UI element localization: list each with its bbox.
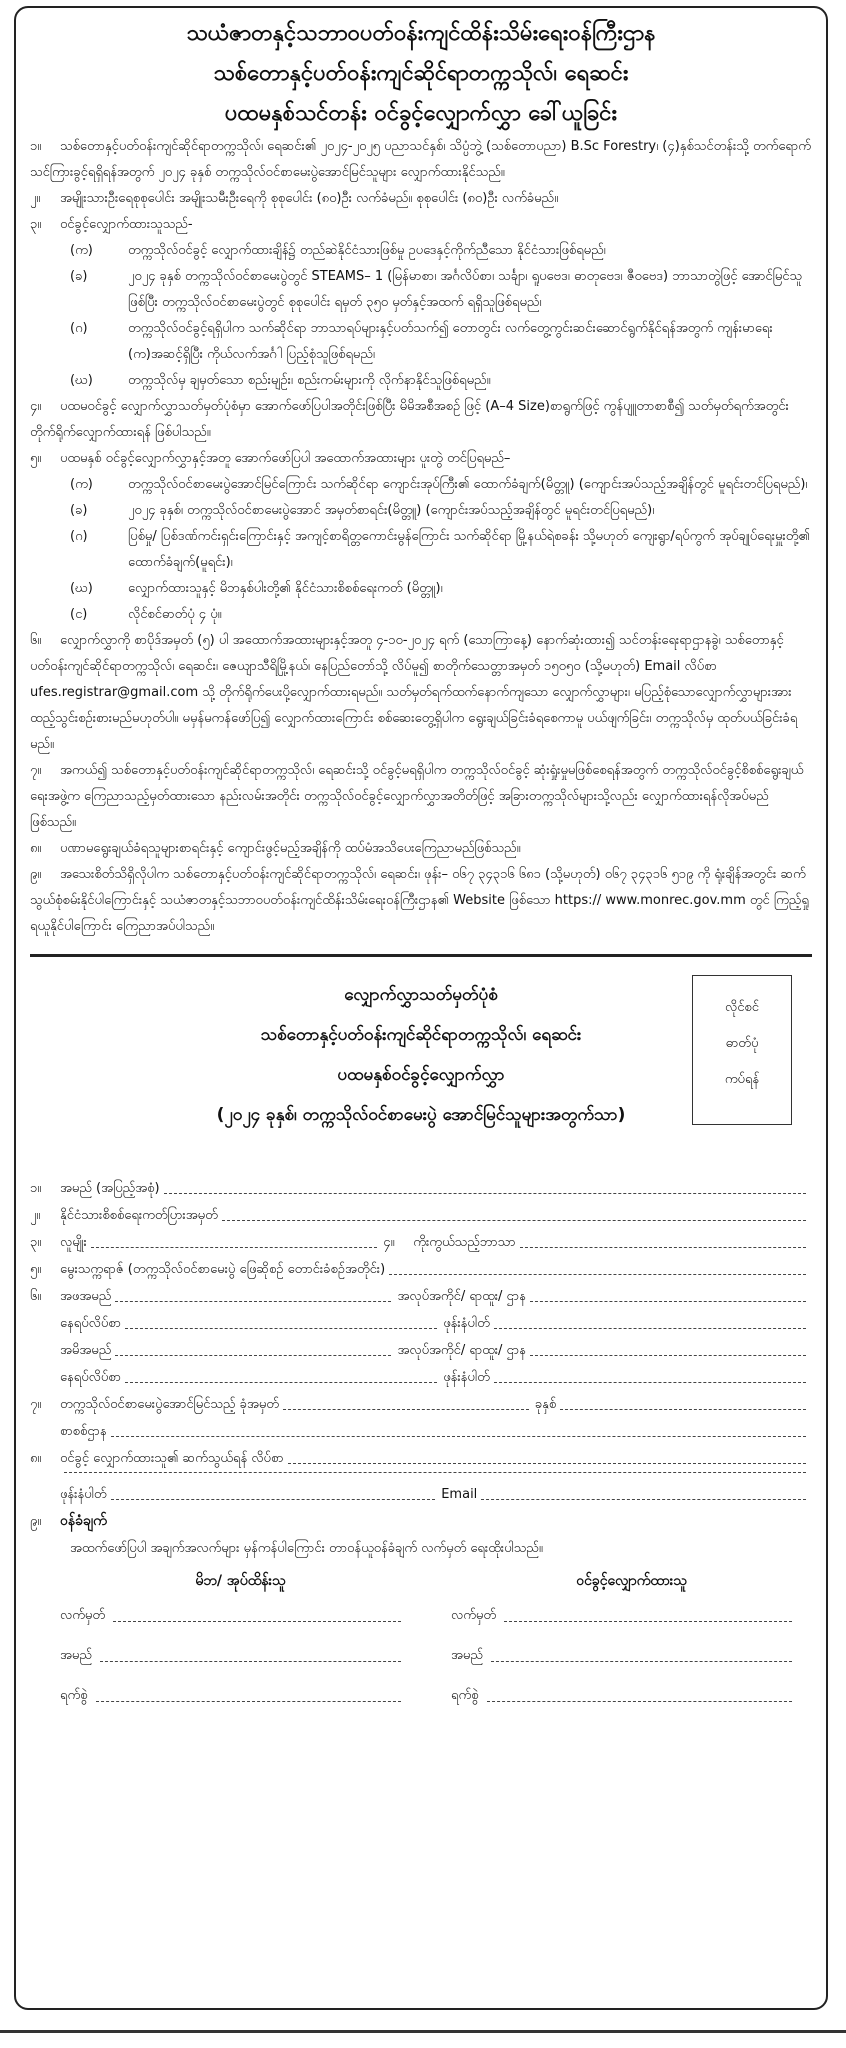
field-phone-email <box>30 1481 812 1508</box>
field-mother-address <box>30 1364 812 1391</box>
fill-line[interactable] <box>115 1337 391 1356</box>
signature-section <box>30 1566 812 1716</box>
field-nrc <box>30 1202 812 1229</box>
paragraph-number: ၄။ <box>30 399 42 414</box>
field-label: နေရပ်လိပ်စာ <box>60 1316 121 1331</box>
paragraph-6 <box>30 628 812 758</box>
paragraph-number: ၈။ <box>30 841 42 856</box>
item-text: လျှောက်ထားသူနှင့် မိဘနှစ်ပါးတို့၏ နိုင်ငံသားစိစစ်ရေးကတ် (မိတ္တူ)၊ <box>128 581 443 596</box>
field-number: ၉။ <box>30 1514 42 1529</box>
applicant-label: ဝင်ခွင့်လျှောက်ထားသူ <box>576 1573 687 1589</box>
field-full-name <box>30 1175 812 1202</box>
paragraph-3 <box>30 212 812 238</box>
page-bottom-rule <box>0 2030 846 2033</box>
paragraph-text: အကယ်၍ သစ်တောနှင့်ပတ်ဝန်းကျင်ဆိုင်ရာတက္ကသိုလ်၊ ရေဆင်းသို့ ဝင်ခွင့်မရရှိပါက တက္ကသိုလ်ဝင်ခွင့် ဆုံးရှုံးမှုမဖြစ်စေရန်အတွက် တက္ကသိုလ်ဝင်ခွင့်စိစစ်ရွေးချယ်ရေးအဖွဲ့က ကြေညာသည့်မှတ်ထားသော နည်းလမ်းအတိုင်း တက္ကသိုလ်ဝင်ခွင့်လျှောက်လွှာအတိတ်ဖြင့် အခြားတက္ကသိုလ်များသို့လည်း လျှောက်ထားရန်လိုအပ်မည်ဖြစ်သည်။ <box>30 763 804 830</box>
field-number: ၁။ <box>30 1181 42 1196</box>
field-number: ၄။ <box>383 1235 395 1250</box>
fill-line[interactable] <box>530 1283 806 1302</box>
item-text: ပြစ်မှု/ ပြစ်ဒဏ်ကင်းရှင်းကြောင်းနှင့် အကျင့်စာရိတ္တကောင်းမွန်ကြောင်း သက်ဆိုင်ရာ မြို့နယ်ရဲစခန်း သို့မဟုတ် ကျေးရွာ/ရပ်ကွက် အုပ်ချုပ်ရေးမှူးတို့၏ ထောက်ခံချက်(မူရင်း)၊ <box>128 529 810 570</box>
field-label: ဖုန်းနံပါတ် <box>443 1316 490 1331</box>
item-text: တက္ကသိုလ်မှ ချမှတ်သော စည်းမျဉ်း၊ စည်းကမ်းများကို လိုက်နာနိုင်သူဖြစ်ရမည်။ <box>128 373 491 388</box>
field-label: ကိုးကွယ်သည့်ဘာသာ <box>413 1235 516 1250</box>
paragraph-text: အမျိုးသားဦးရေစုစုပေါင်း အမျိုးသမီးဦးရေကို စုစုပေါင်း (၈၀)ဦး လက်ခံမည်။ စုစုပေါင်း (၈၀)ဦး လက်ခံမည်။ <box>60 191 559 206</box>
photo-label: လိုင်စင် <box>725 1000 759 1015</box>
list-item <box>30 316 812 368</box>
photo-box <box>692 975 792 1125</box>
ministry-title: သယံဇာတနှင့်သဘာဝပတ်ဝန်းကျင်ထိန်းသိမ်းရေးဝန်ကြီးဌာန <box>186 21 656 46</box>
field-number: ၆။ <box>30 1289 42 1304</box>
paragraph-5 <box>30 446 812 472</box>
paragraph-text: ပဏာမရွေးချယ်ခံရသူများစာရင်းနှင့် ကျောင်းဖွင့်မည့်အချိန်ကို ထပ်မံအသိပေးကြေညာမည်ဖြစ်သည်။ <box>60 841 521 856</box>
declaration-heading <box>30 1508 812 1535</box>
item-marker: (ဃ) <box>70 581 93 596</box>
paragraph-2 <box>30 186 812 212</box>
paragraph-text: အသေးစိတ်သိရှိလိုပါက သစ်တောနှင့်ပတ်ဝန်းကျင်ဆိုင်ရာတက္ကသိုလ်၊ ရေဆင်း၊ ဖုန်း– ၀၆၇ ၃၄၃၁၆ ၆၈၁ (သို့မဟုတ်) ၀၆၇ ၃၄၃၁၆ ၅၁၉ ကို ရုံးချိန်အတွင်း ဆက်သွယ်စုံစမ်းနိုင်ပါကြောင်းနှင့် သယံဇာတနှင့်သဘာဝပတ်ဝန်းကျင်ထိန်းသိမ်းရေးဝန်ကြီးဌာန၏ Website ဖြစ်သော https:// www.monrec.gov.mm တွင် ကြည့်ရှုရယူနိုင်ပါကြောင်း ကြေညာအပ်ပါသည်။ <box>30 867 809 934</box>
date-label: ရက်စွဲ <box>451 1688 479 1703</box>
fill-line[interactable] <box>125 1364 437 1383</box>
fill-line[interactable] <box>125 1310 437 1329</box>
form-note: (၂၀၂၄ ခုနှစ်၊ တက္ကသိုလ်ဝင်စာမေးပွဲ အောင်မြင်သူများအတွက်သာ) <box>216 1105 626 1125</box>
field-race-religion <box>30 1229 812 1256</box>
form-university: သစ်တောနှင့်ပတ်ဝန်းကျင်ဆိုင်ရာတက္ကသိုလ်၊ ရေဆင်း <box>260 1025 582 1045</box>
list-item <box>30 368 812 394</box>
name-label: အမည် <box>451 1648 483 1663</box>
paragraph-number: ၅။ <box>30 451 42 466</box>
item-text: ၂၀၂၄ ခုနှစ် တက္ကသိုလ်ဝင်စာမေးပွဲတွင် STEAMS– 1 (မြန်မာစာ၊ အင်္ဂလိပ်စာ၊ သင်္ချာ၊ ရူပဗေဒ၊ ဓာတုဗေဒ၊ ဇီဝဗေဒ) ဘာသာတွဲဖြင့် အောင်မြင်သူဖြစ်ပြီး တက္ကသိုလ်ဝင်စာမေးပွဲတွင် စုစုပေါင်း ရမှတ် ၃၅၀ မှတ်နှင့်အထက် ရရှိသူဖြစ်ရမည်၊ <box>128 269 803 310</box>
field-number: ၂။ <box>30 1208 41 1223</box>
university-title: သစ်တောနှင့်ပတ်ဝန်းကျင်ဆိုင်ရာတက္ကသိုလ်၊ ရေဆင်း <box>213 61 629 86</box>
signature-row <box>60 1596 421 1636</box>
field-exam-roll <box>30 1391 812 1418</box>
field-label: လူမျိုး <box>60 1235 87 1250</box>
form-subtitle: ပထမနှစ်ဝင်ခွင့်လျှောက်လွှာ <box>337 1065 505 1085</box>
field-number: ၇။ <box>30 1397 42 1412</box>
paragraph-text: ပထမဝင်ခွင့် လျှောက်လွှာသတ်မှတ်ပုံစံမှာ အောက်ဖော်ပြပါအတိုင်းဖြစ်ပြီး မိမိအစီအစဉ် ဖြင့် (A–4 Size)စာရွက်ဖြင့် ကွန်ပျူတာစာစီ၍ သတ်မှတ်ရက်အတွင်း တိုက်ရိုက်လျှောက်ထားရန် ဖြစ်ပါသည်။ <box>30 399 789 440</box>
field-label: ဝင်ခွင့် လျှောက်ထားသူ၏ ဆက်သွယ်ရန် လိပ်စာ <box>60 1451 284 1466</box>
list-item <box>30 524 812 576</box>
fill-line[interactable] <box>111 1418 806 1437</box>
field-label: နိုင်ငံသားစိစစ်ရေးကတ်ပြားအမှတ် <box>60 1208 218 1223</box>
field-dob <box>30 1256 812 1283</box>
item-text: တက္ကသိုလ်ဝင်ခွင့်ရရှိပါက သက်ဆိုင်ရာ ဘာသာရပ်များနှင့်ပတ်သက်၍ တောတွင်း လက်တွေ့ကွင်းဆင်းဆောင်ရွက်နိုင်ရန်အတွက် ကျန်းမာရေး (က)အဆင့်ရှိပြီး ကိုယ်လက်အင်္ဂါ ပြည့်စုံသူဖြစ်ရမည်၊ <box>128 321 773 362</box>
applicant-signature-column <box>421 1566 812 1716</box>
field-label: Email <box>441 1487 478 1502</box>
item-marker: (ဂ) <box>70 529 88 544</box>
fill-line[interactable] <box>91 1229 377 1248</box>
signature-label: လက်မှတ် <box>60 1608 105 1623</box>
field-label: တက္ကသိုလ်ဝင်စာမေးပွဲအောင်မြင်သည့် ခုံအမှတ် <box>60 1397 279 1412</box>
fill-line[interactable] <box>481 1481 806 1500</box>
paragraph-text: သစ်တောနှင့်ပတ်ဝန်းကျင်ဆိုင်ရာတက္ကသိုလ်၊ ရေဆင်း၏ ၂၀၂၄-၂၀၂၅ ပညာသင်နှစ်၊ သိပ္ပံဘွဲ့ (သစ်တောပညာ) B.Sc Forestry၊ (၄)နှစ်သင်တန်းသို့ တက်ရောက်သင်ကြားခွင့်ရရှိရန်အတွက် ၂၀၂၄ ခုနှစ် တက္ကသိုလ်ဝင်စာမေးပွဲအောင်မြင်သူများ လျှောက်ထားနိုင်သည်။ <box>30 139 811 180</box>
guardian-label: မိဘ/ အုပ်ထိန်းသူ <box>195 1573 286 1589</box>
fill-line[interactable] <box>115 1283 391 1302</box>
fill-line[interactable] <box>283 1391 529 1410</box>
field-label: မွေးသက္ကရာဇ် (တက္ကသိုလ်ဝင်စာမေးပွဲ ဖြေဆိုစဉ် တောင်းခံစဉ်အတိုင်း) <box>60 1262 386 1277</box>
announcement-title: ပထမနှစ်သင်တန်း ဝင်ခွင့်လျှောက်လွှာ ခေါ်ယူခြင်း <box>224 101 618 126</box>
field-father <box>30 1283 812 1310</box>
fill-line[interactable] <box>64 1472 806 1473</box>
fill-line[interactable] <box>487 1676 793 1702</box>
field-number: ၅။ <box>30 1262 42 1277</box>
item-marker: (က) <box>70 477 93 492</box>
announcement-frame <box>14 6 828 2010</box>
list-item <box>30 472 812 498</box>
paragraph-number: ၇။ <box>30 763 42 778</box>
fill-line[interactable] <box>494 1310 806 1329</box>
paragraph-number: ၆။ <box>30 633 42 648</box>
item-text: ၂၀၂၄ ခုနှစ်၊ တက္ကသိုလ်ဝင်စာမေးပွဲအောင် အမှတ်စာရင်း(မိတ္တူ) (ကျောင်းအပ်သည့်အချိန်တွင် မူရင်းတင်ပြရမည်)၊ <box>128 503 655 518</box>
application-form-header <box>30 975 812 1175</box>
name-label: အမည် <box>60 1648 92 1663</box>
declaration-text: အထက်ဖော်ပြပါ အချက်အလက်များ မှန်ကန်ပါကြောင်း တာဝန်ယူဝန်ခံချက် လက်မှတ် ရေးထိုးပါသည်။ <box>70 1541 543 1556</box>
fill-line[interactable] <box>389 1256 806 1275</box>
field-label: ဖုန်းနံပါတ် <box>60 1487 107 1502</box>
fill-line[interactable] <box>288 1445 806 1464</box>
item-marker: (ဂ) <box>70 321 88 336</box>
fill-line[interactable] <box>222 1202 806 1221</box>
fill-line[interactable] <box>100 1636 401 1662</box>
fill-line[interactable] <box>164 1175 806 1194</box>
field-number: ၈။ <box>30 1451 42 1466</box>
field-label: အဖအမည် <box>60 1289 112 1304</box>
fill-line[interactable] <box>560 1391 806 1410</box>
paragraph-9 <box>30 862 812 940</box>
paragraph-number: ၃။ <box>30 217 42 232</box>
item-marker: (က) <box>70 243 93 258</box>
item-marker: (င) <box>70 607 88 622</box>
field-contact-address-cont <box>30 1472 812 1481</box>
paragraph-number: ၂။ <box>30 191 41 206</box>
field-label: စာစစ်ဌာန <box>60 1424 107 1439</box>
field-label: အမည် (အပြည့်အစုံ) <box>60 1181 160 1196</box>
paragraph-1 <box>30 134 812 186</box>
item-marker: (ခ) <box>70 503 88 518</box>
field-contact-address <box>30 1445 812 1472</box>
list-item <box>30 576 812 602</box>
list-item <box>30 264 812 316</box>
field-label: အလုပ်အကိုင်/ ရာထူး/ ဌာန <box>397 1289 526 1304</box>
paragraph-text: ဝင်ခွင့်လျှောက်ထားသူသည်- <box>60 217 193 232</box>
fill-line[interactable] <box>530 1337 806 1356</box>
fill-line[interactable] <box>494 1364 806 1383</box>
guardian-signature-column <box>30 1566 421 1716</box>
list-item <box>30 498 812 524</box>
name-row <box>60 1636 421 1676</box>
field-label: ခုနှစ် <box>534 1397 557 1412</box>
item-marker: (ခ) <box>70 269 88 284</box>
field-father-address <box>30 1310 812 1337</box>
section-divider <box>30 954 812 957</box>
item-text: တက္ကသိုလ်ဝင်စာမေးပွဲအောင်မြင်ကြောင်း သက်ဆိုင်ရာ ကျောင်းအုပ်ကြီး၏ ထောက်ခံချက်(မိတ္တူ) (ကျောင်းအပ်သည့်အချိန်တွင် မူရင်းတင်ပြရမည်)၊ <box>128 477 808 492</box>
field-label: အမိအမည် <box>60 1343 112 1358</box>
photo-label: ကပ်ရန် <box>724 1072 760 1087</box>
signature-row <box>451 1596 812 1636</box>
paragraph-7 <box>30 758 812 836</box>
paragraph-8 <box>30 836 812 862</box>
item-text: လိုင်စင်ဓာတ်ပုံ ၄ ပုံ။ <box>128 607 222 622</box>
field-mother <box>30 1337 812 1364</box>
item-marker: (ဃ) <box>70 373 93 388</box>
application-form-fields <box>30 1175 812 1716</box>
fill-line[interactable] <box>520 1229 806 1248</box>
paragraph-list <box>30 134 812 940</box>
photo-label: ဓာတ်ပုံ <box>725 1036 759 1051</box>
fill-line[interactable] <box>504 1596 792 1622</box>
fill-line[interactable] <box>96 1676 402 1702</box>
field-label: ဖုန်းနံပါတ် <box>443 1370 490 1385</box>
signature-label: လက်မှတ် <box>451 1608 496 1623</box>
paragraph-text: ပထမနှစ် ဝင်ခွင့်လျှောက်လွှာနှင့်အတူ အောက်ဖော်ပြပါ အထောက်အထားများ ပူးတွဲ တင်ပြရမည်– <box>60 451 511 466</box>
declaration-title: ဝန်ခံချက် <box>60 1513 107 1529</box>
form-title: လျှောက်လွှာသတ်မှတ်ပုံစံ <box>344 985 498 1005</box>
fill-line[interactable] <box>491 1636 792 1662</box>
item-text: တက္ကသိုလ်ဝင်ခွင့် လျှောက်ထားချိန်၌ တည်ဆဲနိုင်ငံသားဖြစ်မှု ဥပဒေနှင့်ကိုက်ညီသော နိုင်ငံသားဖြစ်ရမည်၊ <box>128 243 606 258</box>
fill-line[interactable] <box>113 1596 401 1622</box>
field-number: ၃။ <box>30 1235 42 1250</box>
paragraph-number: ၉။ <box>30 867 42 882</box>
list-item <box>30 238 812 264</box>
date-label: ရက်စွဲ <box>60 1688 88 1703</box>
field-label: နေရပ်လိပ်စာ <box>60 1370 121 1385</box>
paragraph-text: လျှောက်လွှာကို စာပိုဒ်အမှတ် (၅) ပါ အထောက်အထားများနှင့်အတူ ၄-၁၀-၂၀၂၄ ရက် (သောကြာနေ့) နောက်ဆုံးထား၍ သင်တန်းရေးရာဌာနခွဲ၊ သစ်တောနှင့်ပတ်ဝန်းကျင်ဆိုင်ရာတက္ကသိုလ်၊ ရေဆင်း၊ ဇေယျာသီရိမြို့နယ်၊ နေပြည်တော်သို့ လိပ်မူ၍ စာတိုက်သေတ္တာအမှတ် ၁၅၀၅၀ (သို့မဟုတ်) Email လိပ်စာ ufes.registrar@gmail.com သို့ တိုက်ရိုက်ပေးပို့လျှောက်ထားရမည်။ သတ်မှတ်ရက်ထက်နောက်ကျသော လျှောက်လွှာများ၊ မပြည့်စုံသောလျှောက်လွှာများအား ထည့်သွင်းစဉ်းစားမည်မဟုတ်ပါ။ မမှန်မကန်ဖော်ပြ၍ လျှောက်ထားကြောင်း စစ်ဆေးတွေ့ရှိပါက ရွေးချယ်ခြင်းခံရစေကာမူ ပယ်ဖျက်ခြင်း၊ တက္ကသိုလ်မှ ထုတ်ပယ်ခြင်းခံရမည်။ <box>30 633 798 752</box>
date-row <box>451 1676 812 1716</box>
paragraph-number: ၁။ <box>30 139 42 154</box>
name-row <box>451 1636 812 1676</box>
paragraph-4 <box>30 394 812 446</box>
list-item <box>30 602 812 628</box>
date-row <box>60 1676 421 1716</box>
fill-line[interactable] <box>111 1481 436 1500</box>
field-exam-center <box>30 1418 812 1445</box>
field-label: အလုပ်အကိုင်/ ရာထူး/ ဌာန <box>397 1343 526 1358</box>
